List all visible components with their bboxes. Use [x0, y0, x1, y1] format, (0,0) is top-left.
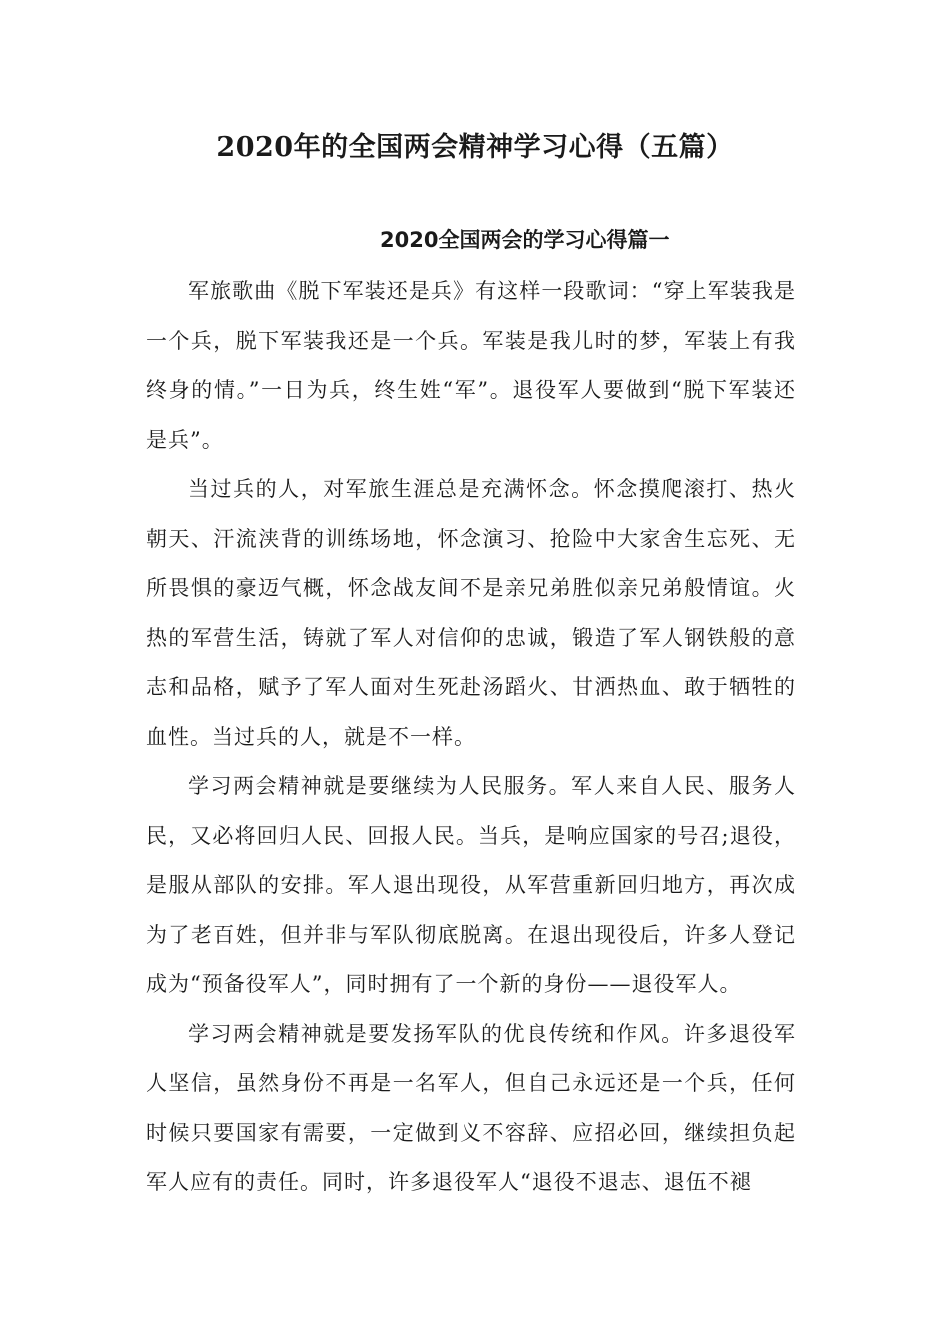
paragraph-2: 当过兵的人，对军旅生涯总是充满怀念。怀念摸爬滚打、热火朝天、汗流浃背的训练场地，怀念演习、抢险中大家舍生忘死、无所畏惧的豪迈气概，怀念战友间不是亲兄弟胜似亲兄弟般情谊。火热的军营生活，铸就了军人对信仰的忠诚，锻造了军人钢铁般的意志和品格，赋予了军人面对生死赴汤蹈火、甘洒热血、敢于牺牲的血性。当过兵的人，就是不一样。 — [146, 477, 796, 749]
paragraph-4: 学习两会精神就是要发扬军队的优良传统和作风。许多退役军人坚信，虽然身份不再是一名军人，但自己永远还是一个兵，任何时候只要国家有需要，一定做到义不容辞、应招必回，继续担负起军人应有的责任。同时，许多退役军人“退役不退志、退伍不褪 — [146, 1021, 796, 1194]
paragraph-3: 学习两会精神就是要继续为人民服务。军人来自人民、服务人民，又必将回归人民、回报人民。当兵，是响应国家的号召;退役，是服从部队的安排。军人退出现役，从军营重新回归地方，再次成为了老百姓，但并非与军队彻底脱离。在退出现役后，许多人登记成为“预备役军人”，同时拥有了一个新的身份——退役军人。 — [146, 774, 796, 996]
paragraph-1: 军旅歌曲《脱下军装还是兵》有这样一段歌词：“穿上军装我是一个兵，脱下军装我还是一个兵。军装是我儿时的梦，军装上有我终身的情。”一日为兵，终生姓“军”。退役军人要做到“脱下军装还是兵”。 — [146, 279, 796, 452]
document-title: 2020年的全国两会精神学习心得（五篇） — [216, 132, 734, 163]
body-text — [146, 267, 796, 1208]
section-title: 2020全国两会的学习心得篇一 — [380, 228, 670, 252]
